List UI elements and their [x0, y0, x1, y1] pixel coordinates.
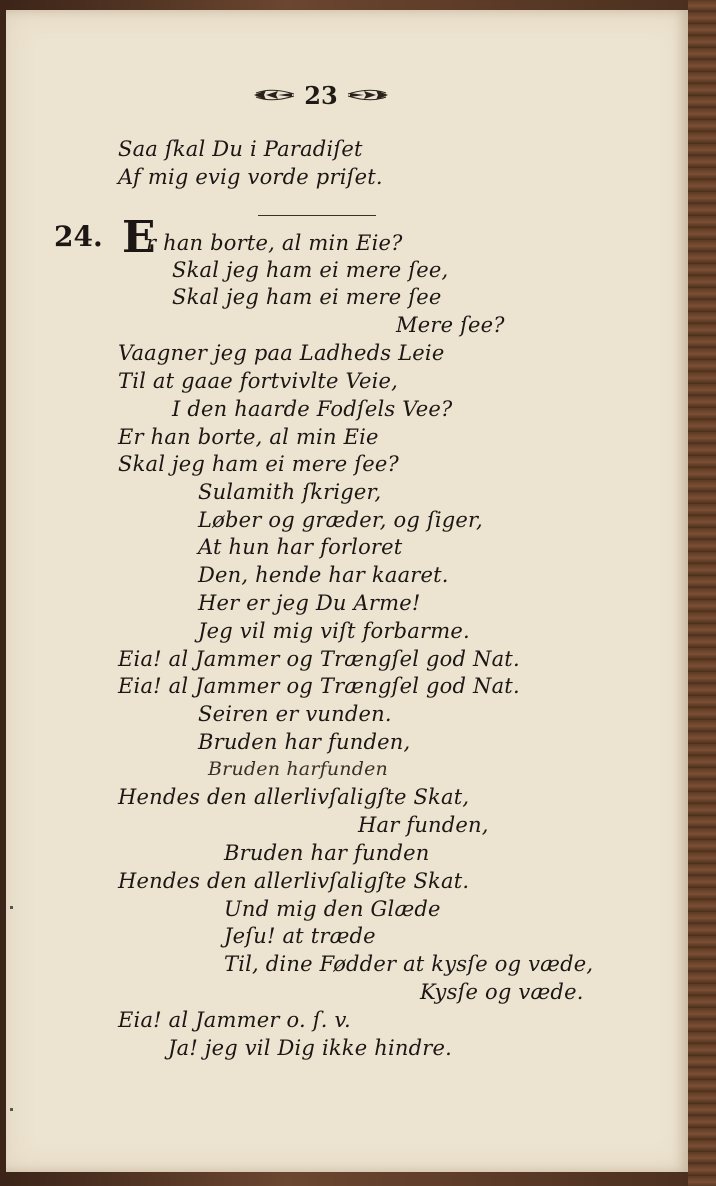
verse-line: Seiren er vunden. — [198, 702, 392, 726]
verse-line: Und mig den Glæde — [224, 897, 441, 921]
verse-line: Skal jeg ham ei mere ſee? — [118, 452, 399, 476]
margin-mark — [10, 906, 13, 909]
verse-line: Til at gaae fortvivlte Veie, — [118, 369, 399, 393]
stanza-number: 24. — [54, 220, 103, 253]
section-divider — [258, 215, 376, 216]
verse-line: Af mig evig vorde priſet. — [118, 165, 383, 189]
verse-line: Den, hende har kaaret. — [198, 563, 449, 587]
verse-line: Eia! al Jammer og Trængſel god Nat. — [118, 647, 520, 671]
verse-line: Sulamith ſkriger, — [198, 480, 382, 504]
verse-line: Mere ſee? — [396, 313, 505, 337]
verse-line: r han borte, al min Eie? — [146, 231, 403, 255]
verse-line: Bruden har funden, — [198, 730, 411, 754]
right-ornament-icon — [346, 87, 390, 103]
verse-line: I den haarde Fodſels Vee? — [172, 397, 453, 421]
verse-line: Skal jeg ham ei mere ſee, — [172, 258, 449, 282]
verse-line: Bruden har funden — [224, 841, 430, 865]
verse-line: Løber og græder, og ſiger, — [198, 508, 483, 532]
verse-line: Her er jeg Du Arme! — [198, 591, 421, 615]
verse-line: Eia! al Jammer og Trængſel god Nat. — [118, 674, 520, 698]
verse-line: Hendes den allerlivſaligſte Skat. — [118, 869, 470, 893]
verse-line: Eia! al Jammer o. ſ. v. — [118, 1008, 351, 1032]
verse-line: Hendes den allerlivſaligſte Skat, — [118, 785, 470, 809]
verse-line: Saa ſkal Du i Paradiſet — [118, 137, 363, 161]
verse-line: Vaagner jeg paa Ladheds Leie — [118, 341, 445, 365]
margin-mark — [10, 1108, 13, 1111]
verse-line: Til, dine Fødder at kysſe og væde, — [224, 952, 594, 976]
verse-line: Skal jeg ham ei mere ſee — [172, 285, 442, 309]
verse-line: Bruden harfunden — [208, 758, 388, 780]
verse-line: Kysſe og væde. — [420, 980, 584, 1004]
verse-line: Er han borte, al min Eie — [118, 425, 379, 449]
page-edge — [688, 0, 716, 1186]
verse-line: Jeſu! at træde — [224, 924, 376, 948]
drop-cap: E — [122, 212, 156, 263]
verse-line: At hun har forloret — [198, 535, 403, 559]
verse-line: Ja! jeg vil Dig ikke hindre. — [168, 1036, 452, 1060]
page-number: 23 — [304, 80, 338, 110]
page-header — [246, 80, 396, 110]
verse-line: Jeg vil mig viſt forbarme. — [198, 619, 470, 643]
left-ornament-icon — [252, 87, 296, 103]
book-page — [6, 10, 688, 1172]
verse-line: Har funden, — [358, 813, 489, 837]
